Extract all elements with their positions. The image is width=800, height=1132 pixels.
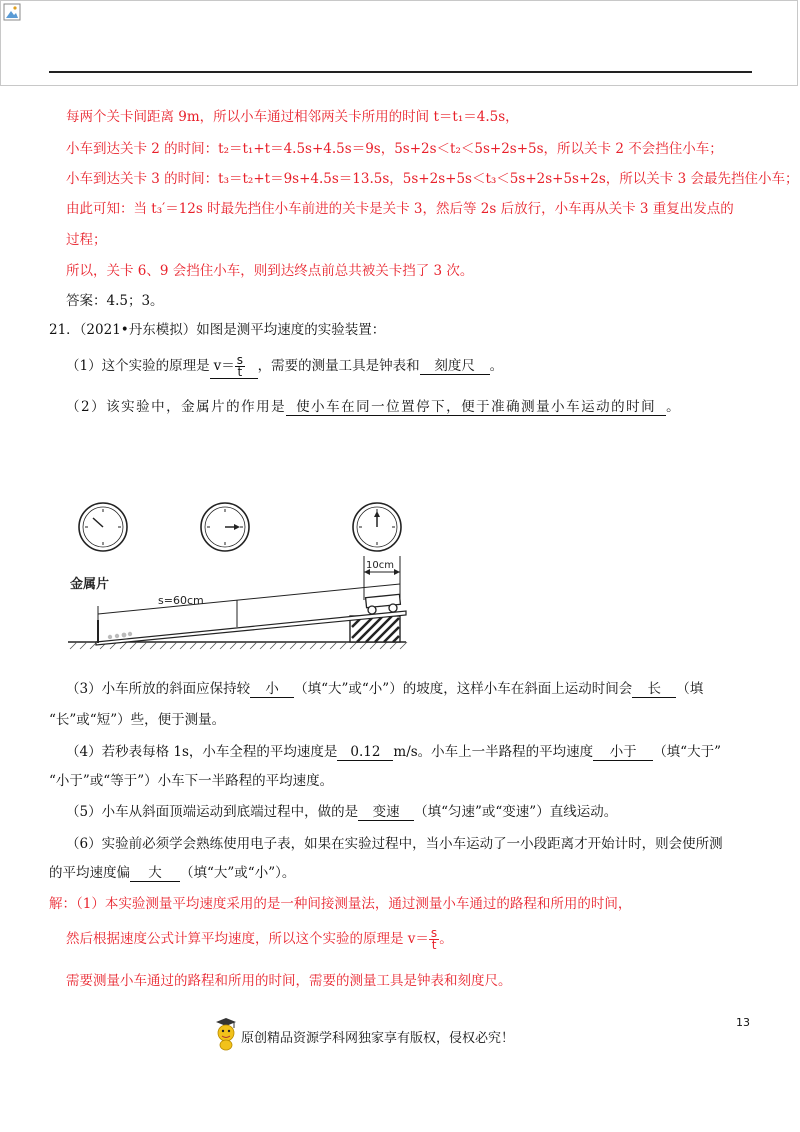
q1-middle: ，需要的测量工具是钟表和: [257, 358, 420, 374]
q2-prefix: （2）该实验中，金属片的作用是: [66, 399, 287, 415]
label-distance-s: s=60cm: [158, 594, 204, 607]
q4-tail: （填“大于”: [653, 744, 721, 760]
cart: [366, 594, 401, 614]
q3-answer-2: 长: [632, 681, 676, 698]
question-part-5: [66, 803, 617, 821]
solution-prev-line-5: 过程；: [66, 232, 107, 248]
solution-line-2-end: 。: [439, 931, 453, 947]
header-rule: [49, 71, 752, 73]
question-part-6-line-2: [49, 864, 295, 882]
question-part-4: [66, 743, 721, 761]
solution-prev-line-3: 小车到达关卡 3 的时间：t₃＝t₂+t＝9s+4.5s＝13.5s，5s+2s+5s＜t₃＜5s+2s+5s+2s，所以关卡 3 会最先挡住小车；: [66, 171, 799, 187]
q1-answer-tool: 刻度尺: [420, 358, 490, 375]
experiment-diagram: [66, 496, 416, 666]
q4-answer-1: 0.12: [337, 744, 393, 761]
copyright-text: 原创精品资源学科网独家享有版权，侵权必究！: [241, 1031, 515, 1046]
q3-answer-1: 小: [250, 681, 294, 698]
stopwatch-start-icon: [79, 503, 127, 551]
q1-v: v＝: [213, 358, 235, 374]
q4-prefix: （4）若秒表每格 1s，小车全程的平均速度是: [66, 744, 338, 760]
mascot-icon: [213, 1016, 239, 1052]
q4-middle: m/s。小车上一半路程的平均速度: [393, 744, 594, 760]
q6-prefix: 的平均速度偏: [49, 865, 130, 881]
q1-prefix: （1）这个实验的原理是: [66, 358, 210, 374]
solution-numerator: s: [430, 926, 438, 940]
q6-answer: 大: [130, 865, 180, 882]
broken-image-icon: [3, 3, 21, 21]
q5-prefix: （5）小车从斜面顶端运动到底端过程中，做的是: [66, 804, 359, 820]
page-header: [0, 0, 798, 86]
question-part-4-line-2: “小于”或“等于”）小车下一半路程的平均速度。: [49, 773, 334, 789]
solution-line-2-prefix: 然后根据速度公式计算平均速度，所以这个实验的原理是 v＝: [66, 931, 429, 947]
q6-end: （填“大”或“小”）。: [180, 865, 296, 881]
q5-answer: 变速: [358, 804, 414, 821]
solution-prev-line-4: 由此可知：当 t₃′＝12s 时最先挡住小车前进的关卡是关卡 3，然后等 2s 后放行，小车再从关卡 3 重复出发点的: [66, 201, 734, 217]
q1-denominator: t: [237, 365, 243, 379]
question-part-1: [66, 355, 503, 379]
stopwatch-end-icon: [353, 503, 401, 551]
question-part-6-line-1: （6）实验前必须学会熟练使用电子表，如果在实验过程中，当小车运动了一小段距离才开始计时，则会使所测: [66, 836, 723, 852]
q5-end: （填“匀速”或“变速”）直线运动。: [414, 804, 618, 820]
solution-prev-line-6: 所以，关卡 6、9 会挡住小车，则到达终点前总共被关卡挡了 3 次。: [66, 263, 474, 279]
q1-answer-formula: [210, 355, 258, 379]
solution-line-1: 解：（1）本实验测量平均速度采用的是一种间接测量法，通过测量小车通过的路程和所用的时间，: [49, 896, 632, 912]
q3-prefix: （3）小车所放的斜面应保持较: [66, 681, 251, 697]
question-part-2: [66, 398, 681, 416]
question-part-3: [66, 680, 703, 698]
q1-end: 。: [489, 358, 504, 374]
q1-numerator: s: [236, 353, 243, 367]
q3-middle: （填“大”或“小”）的坡度，这样小车在斜面上运动时间会: [294, 681, 633, 697]
solution-prev-line-1: 每两个关卡间距离 9m，所以小车通过相邻两关卡所用的时间 t＝t₁＝4.5s，: [66, 109, 519, 125]
stopwatch-middle-icon: [201, 503, 249, 551]
q2-answer: 使小车在同一位置停下，便于准确测量小车运动的时间: [286, 399, 666, 416]
q2-end: 。: [666, 399, 682, 415]
solution-denominator: t: [431, 938, 437, 952]
label-metal-plate: 金属片: [70, 577, 110, 592]
label-10cm: 10cm: [366, 560, 394, 571]
answer-line: 答案：4.5；3。: [66, 293, 164, 309]
page-number: 13: [736, 1016, 750, 1029]
solution-line-2: [66, 928, 453, 951]
solution-line-3: 需要测量小车通过的路程和所用的时间，需要的测量工具是钟表和刻度尺。: [66, 973, 512, 989]
solution-prev-line-2: 小车到达关卡 2 的时间：t₂＝t₁+t＝4.5s+4.5s＝9s，5s+2s＜t₂＜5s+2s+5s，所以关卡 2 不会挡住小车；: [66, 141, 723, 157]
q4-answer-2: 小于: [593, 744, 653, 761]
q3-tail: （填: [676, 681, 704, 697]
question-title: 21．（2021•丹东模拟）如图是测平均速度的实验装置：: [49, 322, 386, 338]
question-part-3-line-2: “长”或“短”）些，便于测量。: [49, 712, 226, 728]
